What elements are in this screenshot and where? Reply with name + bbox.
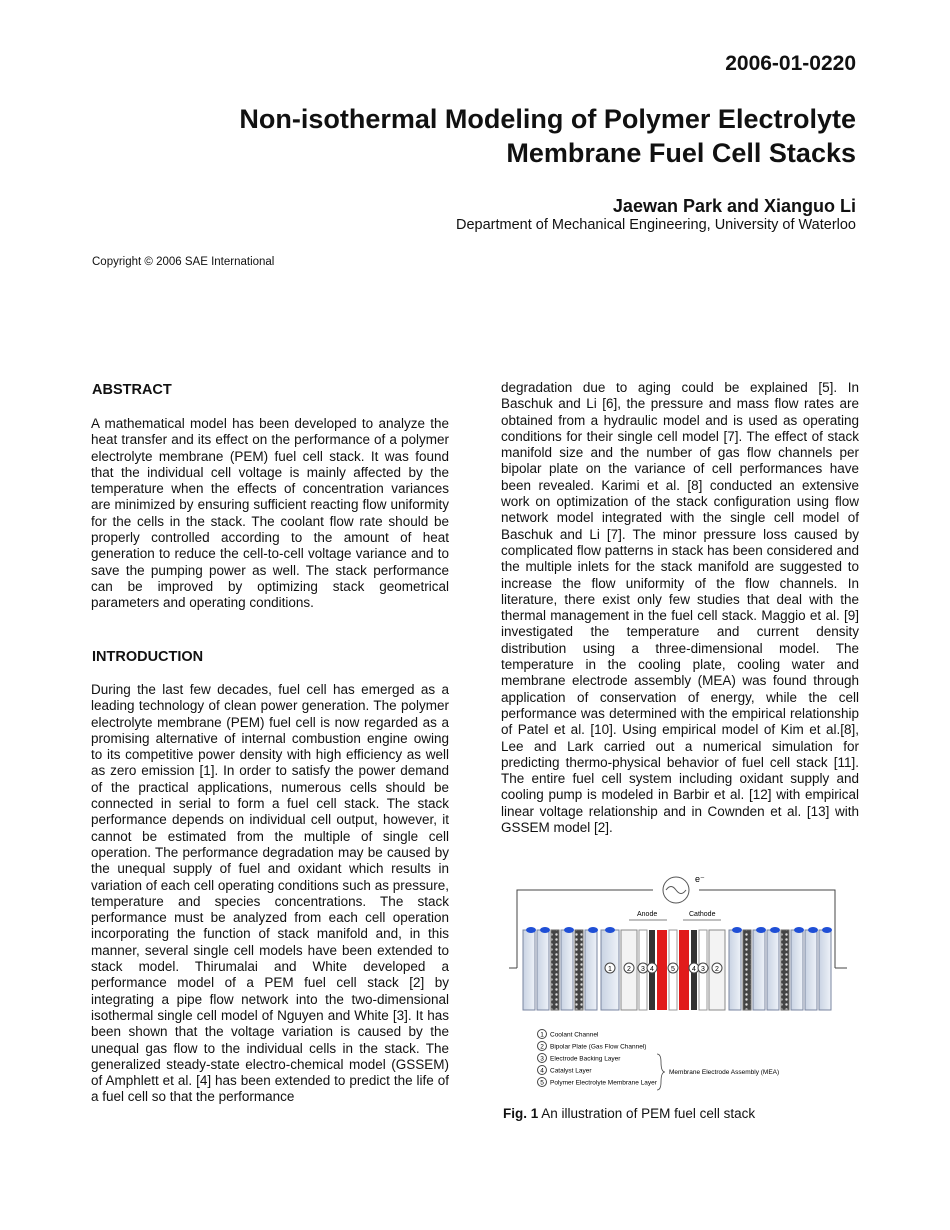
title-line-1: Non-isothermal Modeling of Polymer Electrolyte bbox=[239, 104, 856, 134]
abstract-heading: ABSTRACT bbox=[92, 382, 172, 398]
legend-item: Polymer Electrolyte Membrane Layer bbox=[550, 1079, 657, 1087]
cell-marker: 4 bbox=[692, 966, 696, 973]
svg-text:4: 4 bbox=[540, 1067, 544, 1075]
figure-1 bbox=[509, 872, 849, 1107]
anode-label: Anode bbox=[637, 911, 658, 918]
mea-brace bbox=[657, 1054, 665, 1090]
figure-caption bbox=[503, 1106, 755, 1121]
svg-text:1: 1 bbox=[540, 1031, 544, 1039]
legend-item: Electrode Backing Layer bbox=[550, 1055, 621, 1063]
svg-text:5: 5 bbox=[540, 1079, 544, 1087]
cell-marker: 5 bbox=[671, 966, 675, 973]
fuel-cell-stack-diagram bbox=[509, 872, 849, 1107]
paper-id: 2006-01-0220 bbox=[725, 52, 856, 75]
legend-item: Catalyst Layer bbox=[550, 1067, 592, 1075]
title-line-2: Membrane Fuel Cell Stacks bbox=[506, 138, 856, 168]
paper-title bbox=[156, 102, 856, 170]
cell-marker: 3 bbox=[701, 966, 705, 973]
svg-text:3: 3 bbox=[540, 1055, 544, 1063]
cell-marker: 3 bbox=[641, 966, 645, 973]
mea-label: Membrane Electrode Assembly (MEA) bbox=[669, 1069, 780, 1076]
copyright: Copyright © 2006 SAE International bbox=[92, 256, 275, 268]
legend-item: Coolant Channel bbox=[550, 1031, 599, 1039]
cell-marker: 2 bbox=[627, 966, 631, 973]
left-plate-stack bbox=[523, 927, 598, 1010]
svg-text:2: 2 bbox=[540, 1043, 544, 1051]
introduction-body-continued: degradation due to aging could be explained [5]. In Baschuk and Li [6], the pressure and mass flow rates are obtained from a hydraulic model and is used as operating conditions for their single cell model [7]. The effect of stack manifold size and the number of gas flow channels per bipolar plate on the variance of cell performances have been revealed. Karimi et al. [8] conducted an extensive work on optimization of the stack configuration using flow network model integrated with the single cell model of Baschuk and Li [7]. The minor pressure loss caused by complicated flow patterns in stack has been considered and the multiple inlets for the stack manifold are suggested to increase the flow uniformity of the flow channels. In literature, there exist only few studies that deal with the thermal management in the fuel cell stack. Maggio et al. [9] investigated the temperature and current density distribution using a three-dimensional model. The temperature in the cooling plate, cooling water and membrane electrode assembly (MEA) was found through application of conservation of energy, while the cell performance was determined with the empirical relationship of Patel et al. [10]. Using empirical model of Kim et al.[8], Lee and Lark carried out a numerical simulation for predicting thermo-physical behavior of fuel cell stack [11]. The entire fuel cell system including oxidant supply and cooling pump is modeled in Barbir et al. [12] with empirical linear voltage relationship and in Cownden et al. [13] with GSSEM model [2]. bbox=[501, 380, 859, 836]
caption-text: An illustration of PEM fuel cell stack bbox=[538, 1106, 756, 1121]
introduction-heading: INTRODUCTION bbox=[92, 649, 204, 665]
right-plate-stack bbox=[729, 927, 832, 1010]
figure-legend bbox=[538, 1030, 780, 1091]
electron-label: e⁻ bbox=[695, 874, 705, 884]
cell-marker: 2 bbox=[715, 966, 719, 973]
legend-item: Bipolar Plate (Gas Flow Channel) bbox=[550, 1043, 647, 1051]
abstract-body: A mathematical model has been developed to analyze the heat transfer and its effect on the performance of a polymer electrolyte membrane (PEM) fuel cell stack. It was found that the individual cell voltage is mainly affected by the temperature when the effects of concentration variances are minimized by ensuring sufficient reacting flow uniformity for the cells in the stack. The coolant flow rate should be properly controlled according to the amount of heat generation to reduce the cell-to-cell voltage variance and to save the pumping power as well. The stack performance can be improved by optimizing stack geometrical parameters and operating conditions. bbox=[91, 416, 449, 611]
authors: Jaewan Park and Xianguo Li bbox=[612, 196, 856, 216]
cell-marker: 4 bbox=[650, 966, 654, 973]
introduction-body: During the last few decades, fuel cell has emerged as a leading technology of clean power generation. The polymer electrolyte membrane (PEM) fuel cell is now regarded as a promising alternative of internal combustion engine owing to its competitive power density with high efficiency as well as zero emission [1]. In order to satisfy the power demand of the practical applications, numerous cells should be connected in serial to form a fuel cell stack. The stack performance depends on individual cell output, however, it cannot be estimated from the multiple of single cell operation. The performance degradation may be caused by the unequal supply of fuel and oxidant which results in variation of each cell operating conditions such as pressure, temperature and species concentrations. The stack performance must be analyzed from each cell operation incorporating the function of stack manifold and, in this manner, several single cell models have been extended to stack model. Thirumalai and White developed a performance model of a PEM fuel cell stack [2] by integrating a pipe flow network into the two-dimensional isothermal single cell model of Nguyen and White [3]. It has been shown that the voltage variation is caused by the unequal gas flow to the individual cells in the stack. The generalized steady-state electro-chemical model (GSSEM) of Amphlett et al. [4] has been extended to predict the life of a fuel cell so that the performance bbox=[91, 682, 449, 1105]
cell-marker: 1 bbox=[608, 966, 612, 973]
cathode-label: Cathode bbox=[689, 911, 716, 918]
affiliation: Department of Mechanical Engineering, University of Waterloo bbox=[455, 217, 856, 233]
caption-label: Fig. 1 bbox=[503, 1106, 539, 1121]
